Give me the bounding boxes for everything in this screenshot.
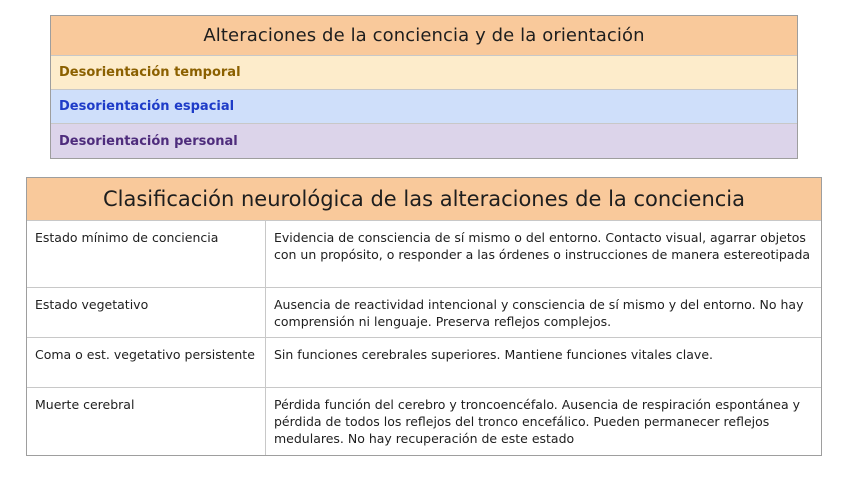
orientation-table-title: Alteraciones de la conciencia y de la orientación [51,16,797,56]
orientation-row-personal: Desorientación personal [51,124,797,158]
description-cell: Sin funciones cerebrales superiores. Mantiene funciones vitales clave. [274,347,713,362]
classification-table [26,177,822,456]
description-cell: Pérdida función del cerebro y troncoencéfalo. Ausencia de respiración espontánea y pérdida de todos los reflejos del tronco encefálico. Pueden permanecer reflejos medulares. No hay recuperación de este estado [274,397,800,446]
term-cell: Estado mínimo de conciencia [27,221,266,287]
orientation-row-spatial: Desorientación espacial [51,90,797,124]
classification-table-title: Clasificación neurológica de las alteraciones de la conciencia [27,178,821,221]
description-cell: Ausencia de reactividad intencional y consciencia de sí mismo y del entorno. No hay comprensión ni lenguaje. Preserva reflejos complejos. [274,297,804,329]
table-row [27,221,821,288]
table-row [27,288,821,338]
term-cell: Coma o est. vegetativo persistente [27,338,266,387]
description-cell: Evidencia de consciencia de sí mismo o del entorno. Contacto visual, agarrar objetos con un propósito, o responder a las órdenes o instrucciones de manera estereotipada [274,230,811,262]
table-row [27,388,821,455]
term-cell: Estado vegetativo [27,288,266,337]
term-cell: Muerte cerebral [27,388,266,455]
table-row [27,338,821,388]
orientation-table [50,15,798,159]
orientation-row-temporal: Desorientación temporal [51,56,797,90]
